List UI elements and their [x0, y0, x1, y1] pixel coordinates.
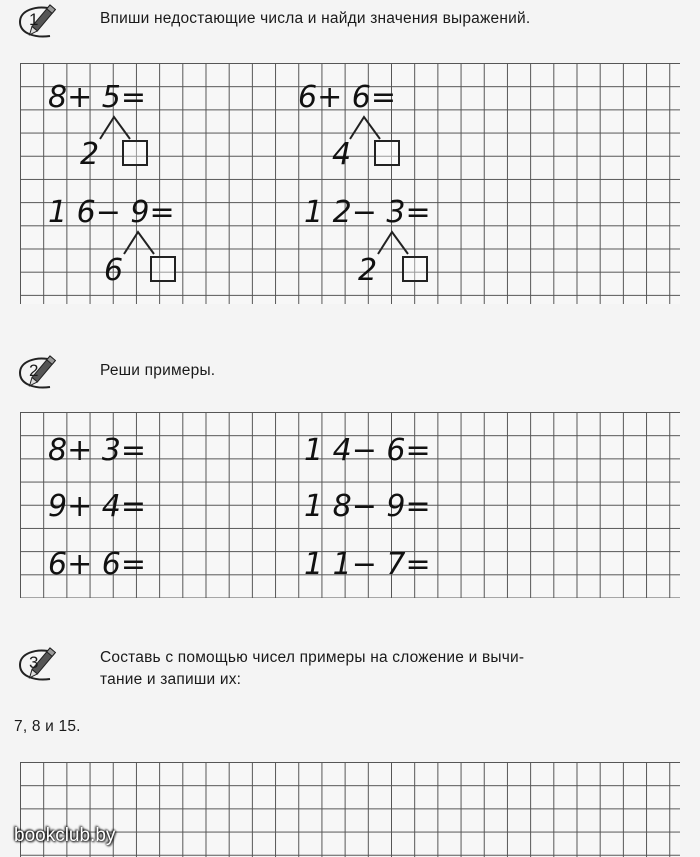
handwritten-number: 2	[358, 253, 378, 288]
task-instruction: тание и запиши их:	[100, 671, 242, 688]
task-number: 1	[29, 10, 39, 29]
example: 6+ 6=	[48, 547, 146, 582]
example: 9+ 4=	[48, 489, 146, 524]
decomposition-branch	[96, 113, 136, 141]
handwritten-number: 6	[104, 253, 124, 288]
decomposition-branch	[374, 228, 414, 256]
decomposition-branch	[346, 113, 386, 141]
expression: 1 6− 9=	[48, 195, 175, 230]
example: 1 8− 9=	[304, 489, 431, 524]
task-number-badge	[14, 645, 84, 685]
answer-box[interactable]	[150, 256, 176, 282]
task-number-badge	[14, 2, 84, 42]
pencil-icon	[14, 353, 84, 393]
answer-box[interactable]	[122, 140, 148, 166]
watermark: bookclub.by	[14, 825, 116, 846]
example: 8+ 3=	[48, 433, 146, 468]
example: 1 4− 6=	[304, 433, 431, 468]
handwritten-number: 4	[332, 137, 352, 172]
task-instruction: Впиши недостающие числа и найди значения выражений.	[100, 10, 531, 27]
expression: 1 2− 3=	[304, 195, 431, 230]
expression: 6+ 6=	[298, 80, 396, 115]
answer-box[interactable]	[402, 256, 428, 282]
decomposition-branch	[120, 228, 160, 256]
grid-paper	[20, 762, 680, 857]
task-number: 2	[29, 361, 39, 380]
answer-box[interactable]	[374, 140, 400, 166]
task-instruction: Составь с помощью чисел примеры на сложение и вычи-	[100, 649, 525, 666]
task-instruction: Реши примеры.	[100, 362, 216, 379]
expression: 8+ 5=	[48, 80, 146, 115]
example: 1 1− 7=	[304, 547, 431, 582]
pencil-icon	[14, 2, 84, 42]
handwritten-number: 2	[80, 137, 100, 172]
pencil-icon	[14, 645, 84, 685]
task-number: 3	[29, 653, 39, 672]
given-numbers: 7, 8 и 15.	[14, 718, 81, 735]
task-number-badge	[14, 353, 84, 393]
